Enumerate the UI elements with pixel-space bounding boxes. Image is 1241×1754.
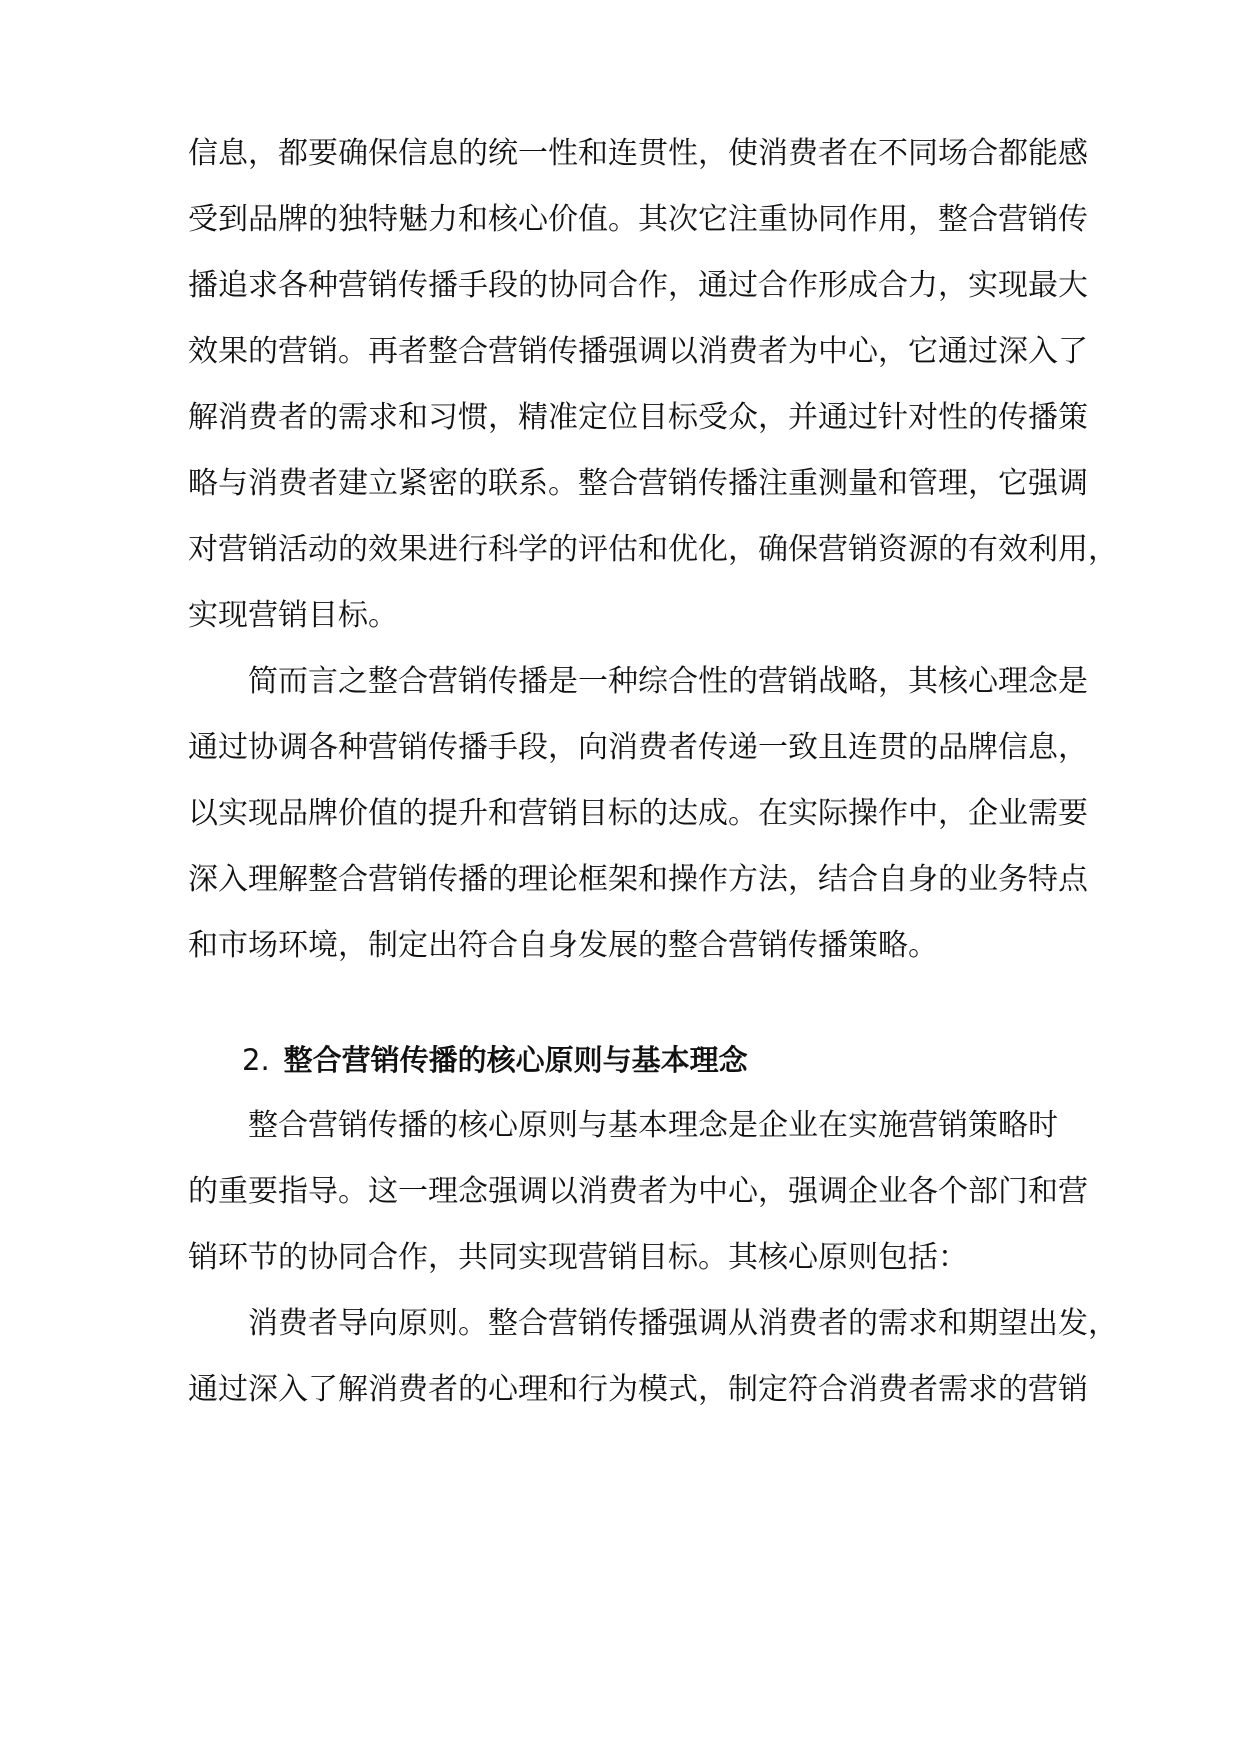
paragraph-1-line-5: 解消费者的需求和习惯，精准定位目标受众，并通过针对性的传播策 <box>188 400 1088 435</box>
paragraph-2-line-5: 和市场环境，制定出符合自身发展的整合营销传播策略。 <box>188 928 938 963</box>
paragraph-1-line-3: 播追求各种营销传播手段的协同合作，通过合作形成合力，实现最大 <box>188 268 1088 303</box>
paragraph-3-line-1: 整合营销传播的核心原则与基本理念是企业在实施营销策略时 <box>248 1108 1058 1143</box>
paragraph-2-line-2: 通过协调各种营销传播手段，向消费者传递一致且连贯的品牌信息， <box>188 730 1088 765</box>
paragraph-1-line-1: 信息，都要确保信息的统一性和连贯性，使消费者在不同场合都能感 <box>188 136 1088 171</box>
paragraph-2-line-4: 深入理解整合营销传播的理论框架和操作方法，结合自身的业务特点 <box>188 862 1088 897</box>
paragraph-3-line-2: 的重要指导。这一理念强调以消费者为中心，强调企业各个部门和营 <box>188 1174 1088 1209</box>
paragraph-3-line-3: 销环节的协同合作，共同实现营销目标。其核心原则包括： <box>188 1240 968 1275</box>
paragraph-1-line-8: 实现营销目标。 <box>188 598 398 633</box>
section-number: 2. <box>242 1043 270 1077</box>
paragraph-4-line-1: 消费者导向原则。整合营销传播强调从消费者的需求和期望出发， <box>248 1306 1118 1341</box>
paragraph-1-line-4: 效果的营销。再者整合营销传播强调以消费者为中心，它通过深入了 <box>188 334 1088 369</box>
paragraph-2-line-3: 以实现品牌价值的提升和营销目标的达成。在实际操作中，企业需要 <box>188 796 1088 831</box>
paragraph-1-line-6: 略与消费者建立紧密的联系。整合营销传播注重测量和管理，它强调 <box>188 466 1088 501</box>
section-heading <box>242 1040 748 1080</box>
paragraph-1-line-2: 受到品牌的独特魅力和核心价值。其次它注重协同作用，整合营销传 <box>188 202 1088 237</box>
paragraph-2-line-1: 简而言之整合营销传播是一种综合性的营销战略，其核心理念是 <box>248 664 1088 699</box>
paragraph-1-line-7: 对营销活动的效果进行科学的评估和优化，确保营销资源的有效利用， <box>188 532 1118 567</box>
paragraph-4-line-2: 通过深入了解消费者的心理和行为模式，制定符合消费者需求的营销 <box>188 1372 1088 1407</box>
section-title: 整合营销传播的核心原则与基本理念 <box>283 1043 748 1077</box>
